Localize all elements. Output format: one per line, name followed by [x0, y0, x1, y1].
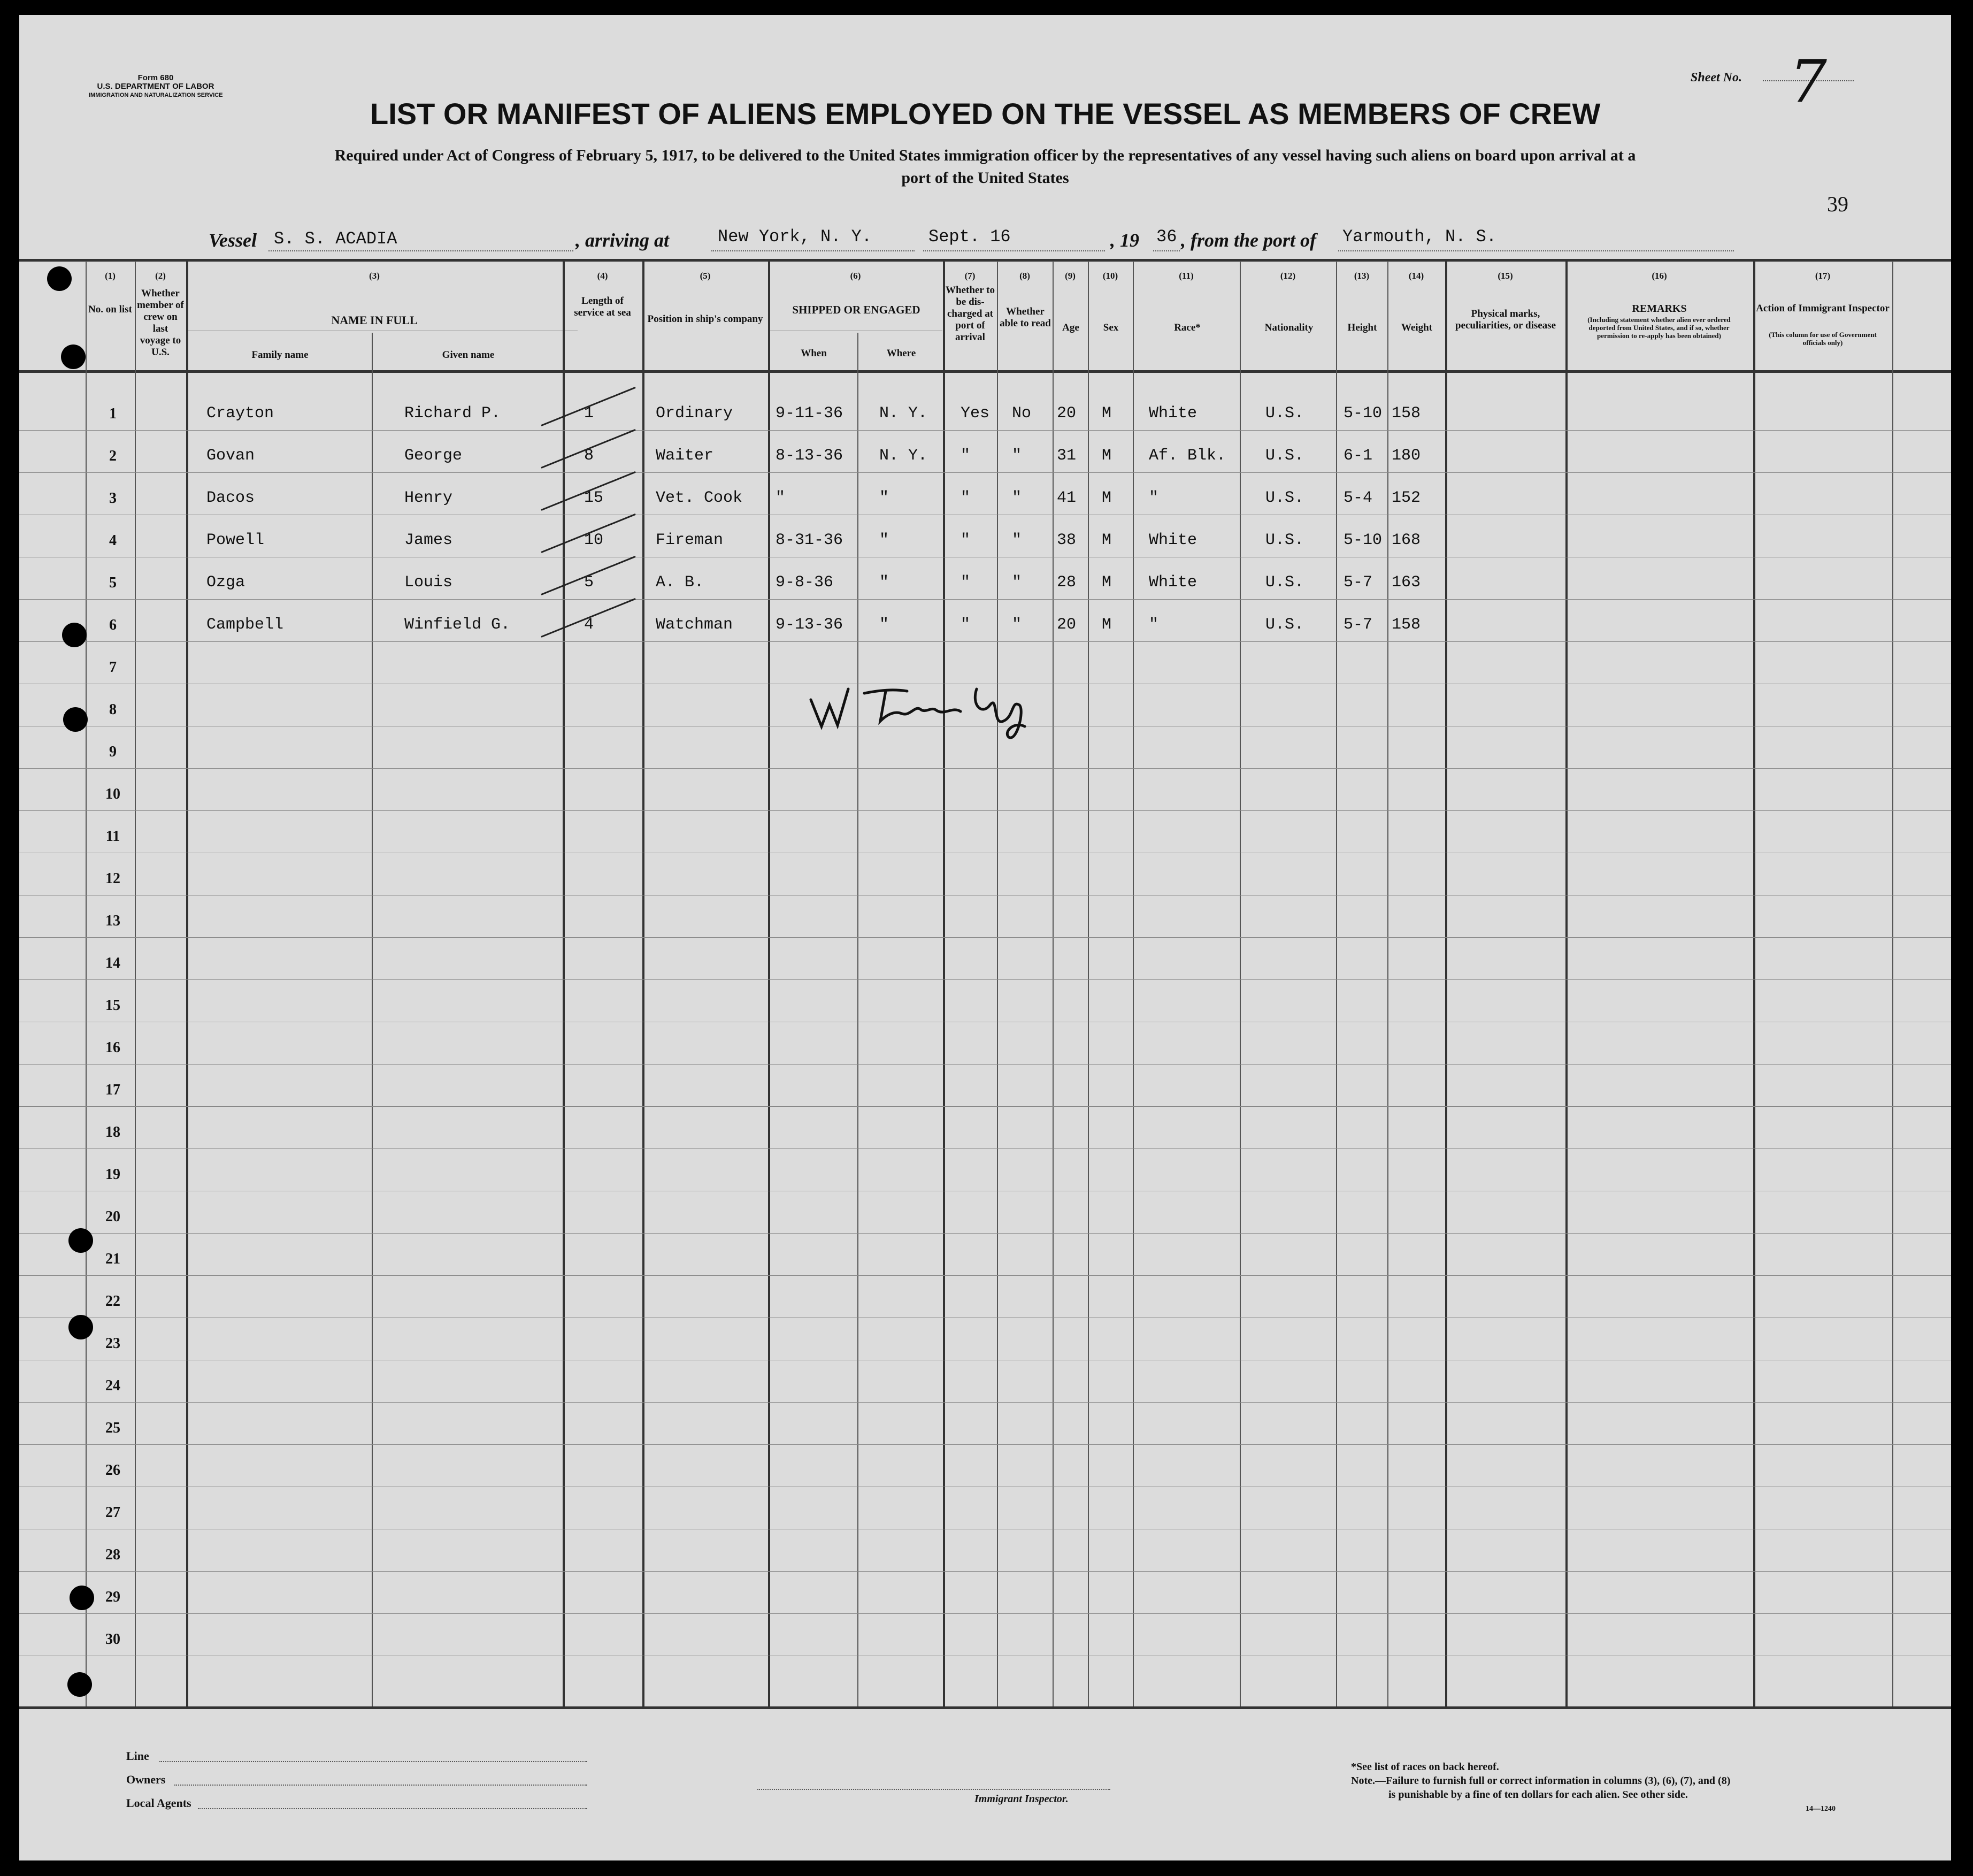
arrival-year: 36: [1156, 227, 1177, 247]
cell-family-name: Powell: [206, 531, 265, 549]
cell-when: 9-8-36: [776, 573, 834, 592]
arriving-underline: [711, 250, 915, 251]
cell-position: Watchman: [656, 616, 733, 634]
cell-able-to-read: No: [1012, 404, 1032, 423]
cell-when: 9-11-36: [776, 404, 843, 423]
cell-able-to-read: ": [1012, 489, 1022, 507]
year-prefix: , 19: [1110, 229, 1139, 251]
header-physical-marks: Physical marks, peculiarities, or disease: [1455, 308, 1556, 331]
cell-family-name: Govan: [206, 447, 255, 465]
footer-agents-underline: [198, 1808, 587, 1809]
cell-height: 5-4: [1344, 489, 1373, 507]
note-label: Note.: [1351, 1775, 1375, 1787]
cell-length: 5: [584, 573, 594, 592]
row-number: 18: [105, 1124, 120, 1140]
cell-given-name: George: [404, 447, 463, 465]
cell-position: Waiter: [656, 447, 714, 465]
header-sex: Sex: [1103, 322, 1119, 333]
row-number: 5: [109, 575, 117, 591]
cell-nationality: U.S.: [1265, 404, 1304, 423]
cell-age: 31: [1057, 447, 1077, 465]
cell-discharged: ": [961, 573, 971, 592]
cell-given-name: Henry: [404, 489, 453, 507]
col-num-8: (8): [1019, 271, 1030, 281]
cell-able-to-read: ": [1012, 531, 1022, 549]
cell-where: N. Y.: [879, 404, 928, 423]
col-rule-2: [135, 261, 136, 1706]
col-num-12: (12): [1280, 271, 1296, 281]
row-number: 30: [105, 1631, 120, 1648]
col-rule-10: [1088, 261, 1089, 1706]
header-where: Where: [886, 348, 916, 359]
table-bottom-rule: [19, 1706, 1951, 1709]
col-num-4: (4): [597, 271, 608, 281]
cell-when: 9-13-36: [776, 616, 843, 634]
footer-agents-label: Local Agents: [126, 1796, 191, 1810]
row-rule: [19, 1106, 1951, 1107]
col-num-10: (10): [1102, 271, 1118, 281]
note-text-1: —Failure to furnish full or correct information in columns (3), (6), (7), and (8): [1375, 1775, 1731, 1787]
row-number: 9: [109, 744, 117, 760]
row-number: 4: [109, 532, 117, 549]
row-number: 23: [105, 1335, 120, 1352]
cell-able-to-read: ": [1012, 447, 1022, 465]
row-number: 2: [109, 448, 117, 464]
cell-able-to-read: ": [1012, 573, 1022, 592]
cell-nationality: U.S.: [1265, 489, 1304, 507]
row-number: 27: [105, 1504, 120, 1521]
cell-age: 20: [1057, 616, 1077, 634]
cell-weight: 163: [1392, 573, 1421, 592]
cell-age: 20: [1057, 404, 1077, 423]
cell-where: ": [879, 573, 889, 592]
cell-nationality: U.S.: [1265, 573, 1304, 592]
cell-race: ": [1149, 489, 1159, 507]
cell-weight: 158: [1392, 404, 1421, 423]
cell-height: 5-7: [1344, 616, 1373, 634]
row-rule: [19, 1613, 1951, 1614]
table-top-rule: [19, 259, 1951, 262]
cell-able-to-read: ": [1012, 616, 1022, 634]
subtitle-line-2: port of the United States: [901, 169, 1069, 187]
row-number: 19: [105, 1166, 120, 1183]
punch-hole: [47, 266, 72, 291]
cell-when: 8-31-36: [776, 531, 843, 549]
header-when: When: [801, 348, 827, 359]
row-number: 20: [105, 1208, 120, 1225]
cell-weight: 168: [1392, 531, 1421, 549]
row-number: 12: [105, 870, 120, 887]
col-num-17: (17): [1815, 271, 1831, 281]
cell-sex: M: [1102, 404, 1112, 423]
page-title: LIST OR MANIFEST OF ALIENS EMPLOYED ON THE VESSEL AS MEMBERS OF CREW: [370, 97, 1601, 131]
row-rule: [19, 937, 1951, 938]
row-rule: [19, 599, 1951, 600]
footer-line-underline: [159, 1761, 587, 1762]
cell-sex: M: [1102, 573, 1112, 592]
row-number: 26: [105, 1462, 120, 1479]
subtitle-line-1: Required under Act of Congress of February 5, 1917, to be delivered to the United States immigration officer by the representatives of any vessel having such aliens on board upon arrival at a: [334, 147, 1636, 164]
col-rule-18: [1892, 261, 1893, 1706]
cell-discharged: ": [961, 616, 971, 634]
vessel-name: S. S. ACADIA: [274, 229, 397, 249]
header-remarks-note: (Including statement whether alien ever ordered deported from United States, and if so, whether permission to re-apply has been obtained): [1587, 316, 1731, 340]
form-department: U.S. DEPARTMENT OF LABOR: [97, 82, 214, 91]
inspector-signature-line: [757, 1789, 1110, 1790]
cell-given-name: Louis: [404, 573, 453, 592]
cell-race: White: [1149, 531, 1197, 549]
header-action-note: (This column for use of Government officials only): [1769, 331, 1877, 347]
arrival-date: Sept. 16: [928, 227, 1011, 247]
row-rule: [19, 810, 1951, 811]
footer-line-label: Line: [126, 1749, 149, 1763]
manifest-sheet: [19, 15, 1951, 1860]
row-rule: [19, 1571, 1951, 1572]
form-subtitle: [19, 147, 1951, 187]
row-number: 25: [105, 1420, 120, 1436]
row-number: 15: [105, 997, 120, 1014]
signature-text: [19, 15, 20, 16]
cell-race: ": [1149, 616, 1159, 634]
cell-family-name: Ozga: [206, 573, 245, 592]
header-whether-member: Whether member of crew on last voyage to U.S.: [137, 288, 184, 358]
cell-nationality: U.S.: [1265, 531, 1304, 549]
departure-port: Yarmouth, N. S.: [1342, 227, 1497, 247]
col-num-3: (3): [369, 271, 380, 281]
col-rule-9: [1053, 261, 1054, 1706]
cell-nationality: U.S.: [1265, 447, 1304, 465]
sheet-number: 7: [1790, 47, 1827, 116]
cell-discharged: ": [961, 447, 971, 465]
col-rule-11: [1133, 261, 1134, 1706]
row-rule: [19, 979, 1951, 980]
header-position: Position in ship's company: [647, 313, 763, 325]
col-num-14: (14): [1408, 271, 1424, 281]
cell-where: ": [879, 531, 889, 549]
row-number: 1: [109, 405, 117, 422]
cell-weight: 152: [1392, 489, 1421, 507]
vessel-underline: [268, 250, 573, 251]
footer-owners-label: Owners: [126, 1773, 166, 1786]
cell-height: 5-7: [1344, 573, 1373, 592]
arriving-port: New York, N. Y.: [718, 227, 872, 247]
punch-hole: [67, 1672, 92, 1697]
punch-hole: [63, 707, 88, 732]
cell-height: 5-10: [1344, 404, 1383, 423]
header-name-in-full: NAME IN FULL: [331, 313, 418, 327]
col-rule-16: [1565, 261, 1568, 1706]
cell-given-name: Richard P.: [404, 404, 501, 423]
col-rule-14: [1387, 261, 1388, 1706]
cell-position: A. B.: [656, 573, 704, 592]
punch-hole: [62, 623, 87, 647]
form-service: IMMIGRATION AND NATURALIZATION SERVICE: [89, 92, 223, 98]
cell-sex: M: [1102, 447, 1112, 465]
col-num-16: (16): [1652, 271, 1667, 281]
row-number: 10: [105, 786, 120, 802]
port-underline: [1338, 250, 1734, 251]
row-number: 14: [105, 955, 120, 971]
inspector-label: Immigrant Inspector.: [974, 1793, 1069, 1805]
col-rule-6b: [857, 333, 858, 1706]
header-bottom-rule: [19, 370, 1951, 373]
cell-length: 15: [584, 489, 604, 507]
header-discharged: Whether to be dis-charged at port of arrival: [946, 285, 995, 343]
cell-weight: 180: [1392, 447, 1421, 465]
row-rule: [19, 1233, 1951, 1234]
vessel-label: Vessel: [209, 229, 257, 251]
col-num-9: (9): [1065, 271, 1076, 281]
row-number: 17: [105, 1082, 120, 1098]
cell-position: Vet. Cook: [656, 489, 743, 507]
row-rule: [19, 472, 1951, 473]
header-no-on-list: No. on list: [88, 304, 132, 315]
row-rule: [19, 1275, 1951, 1276]
cell-age: 41: [1057, 489, 1077, 507]
form-header: [89, 74, 222, 99]
col-num-6: (6): [850, 271, 861, 281]
col-num-13: (13): [1354, 271, 1370, 281]
cell-discharged: ": [961, 531, 971, 549]
row-number: 16: [105, 1039, 120, 1056]
col-rule-3: [186, 261, 188, 1706]
cell-given-name: James: [404, 531, 453, 549]
cell-age: 38: [1057, 531, 1077, 549]
header-able-to-read: Whether able to read: [1000, 306, 1051, 329]
cell-where: N. Y.: [879, 447, 928, 465]
row-rule: [19, 768, 1951, 769]
row-number: 11: [105, 828, 120, 845]
fine-note: [1351, 1775, 1730, 1787]
row-rule: [19, 430, 1951, 431]
cell-length: 10: [584, 531, 604, 549]
cell-weight: 158: [1392, 616, 1421, 634]
punch-hole: [61, 344, 86, 369]
footer-owners-underline: [174, 1785, 587, 1786]
cell-height: 5-10: [1344, 531, 1383, 549]
row-rule: [19, 1064, 1951, 1065]
cell-position: Ordinary: [656, 404, 733, 423]
cell-race: White: [1149, 573, 1197, 592]
col-rule-12: [1240, 261, 1241, 1706]
cell-family-name: Crayton: [206, 404, 274, 423]
punch-hole: [68, 1315, 93, 1339]
cell-length: 8: [584, 447, 594, 465]
fine-note-2: is punishable by a fine of ten dollars for each alien. See other side.: [1388, 1789, 1688, 1801]
row-number: 6: [109, 617, 117, 633]
col-rule-7: [943, 261, 945, 1706]
cell-where: ": [879, 616, 889, 634]
col-rule-3b: [372, 333, 373, 1706]
row-number: 21: [105, 1251, 120, 1267]
header-nationality: Nationality: [1264, 322, 1314, 333]
year-underline: [1153, 250, 1180, 251]
cell-race: White: [1149, 404, 1197, 423]
cell-discharged: Yes: [961, 404, 990, 423]
row-number: 13: [105, 913, 120, 929]
header-shipped-engaged: SHIPPED OR ENGAGED: [792, 303, 920, 316]
col-rule-5: [642, 261, 644, 1706]
header-remarks: REMARKS: [1632, 303, 1687, 315]
header-weight: Weight: [1401, 322, 1433, 333]
col-rule-15: [1445, 261, 1447, 1706]
form-code: 14—1240: [1806, 1805, 1836, 1813]
cell-given-name: Winfield G.: [404, 616, 511, 634]
cell-length: 4: [584, 616, 594, 634]
cell-length: 1: [584, 404, 594, 423]
races-note: *See list of races on back hereof.: [1351, 1761, 1499, 1773]
header-age: Age: [1062, 322, 1079, 333]
row-rule: [19, 1148, 1951, 1149]
cell-sex: M: [1102, 531, 1112, 549]
cell-position: Fireman: [656, 531, 724, 549]
col-num-15: (15): [1498, 271, 1513, 281]
col-rule-13: [1336, 261, 1337, 1706]
col-rule-8: [997, 261, 998, 1706]
cell-where: ": [879, 489, 889, 507]
row-rule: [19, 1444, 1951, 1445]
header-race: Race*: [1174, 322, 1201, 333]
header-length-service: Length of service at sea: [574, 295, 631, 318]
cell-sex: M: [1102, 489, 1112, 507]
from-label: , from the port of: [1181, 229, 1317, 251]
row-number: 3: [109, 490, 117, 507]
cell-when: ": [776, 489, 786, 507]
sheet-label: Sheet No.: [1691, 71, 1742, 85]
cell-height: 6-1: [1344, 447, 1373, 465]
col-num-11: (11): [1179, 271, 1194, 281]
form-number: Form 680: [137, 73, 174, 82]
row-number: 8: [109, 701, 117, 718]
punch-hole: [70, 1586, 94, 1610]
row-number: 24: [105, 1377, 120, 1394]
cell-discharged: ": [961, 489, 971, 507]
header-height: Height: [1347, 322, 1377, 333]
cell-nationality: U.S.: [1265, 616, 1304, 634]
col-num-2: (2): [155, 271, 166, 281]
col-num-5: (5): [700, 271, 711, 281]
col-rule-6: [768, 261, 770, 1706]
row-number: 28: [105, 1546, 120, 1563]
punch-hole: [68, 1228, 93, 1253]
row-number: 29: [105, 1589, 120, 1605]
row-rule: [19, 641, 1951, 642]
arriving-label: , arriving at: [575, 229, 670, 251]
signature: [800, 668, 1078, 748]
cell-when: 8-13-36: [776, 447, 843, 465]
cell-sex: M: [1102, 616, 1112, 634]
page-count: 39: [1827, 192, 1848, 216]
col-rule-1: [86, 261, 87, 1706]
col-rule-4: [563, 261, 565, 1706]
header-family-name: Family name: [251, 349, 309, 361]
header-action: Action of Immigrant Inspector: [1756, 303, 1890, 314]
row-number: 22: [105, 1293, 120, 1310]
date-underline: [923, 250, 1105, 251]
cell-family-name: Campbell: [206, 616, 284, 634]
col-num-7: (7): [964, 271, 976, 281]
header-given-name: Given name: [442, 349, 495, 361]
col-rule-17: [1753, 261, 1755, 1706]
col-num-1: (1): [105, 271, 116, 281]
row-rule: [19, 1402, 1951, 1403]
cell-family-name: Dacos: [206, 489, 255, 507]
row-number: 7: [109, 659, 117, 676]
cell-race: Af. Blk.: [1149, 447, 1226, 465]
cell-age: 28: [1057, 573, 1077, 592]
